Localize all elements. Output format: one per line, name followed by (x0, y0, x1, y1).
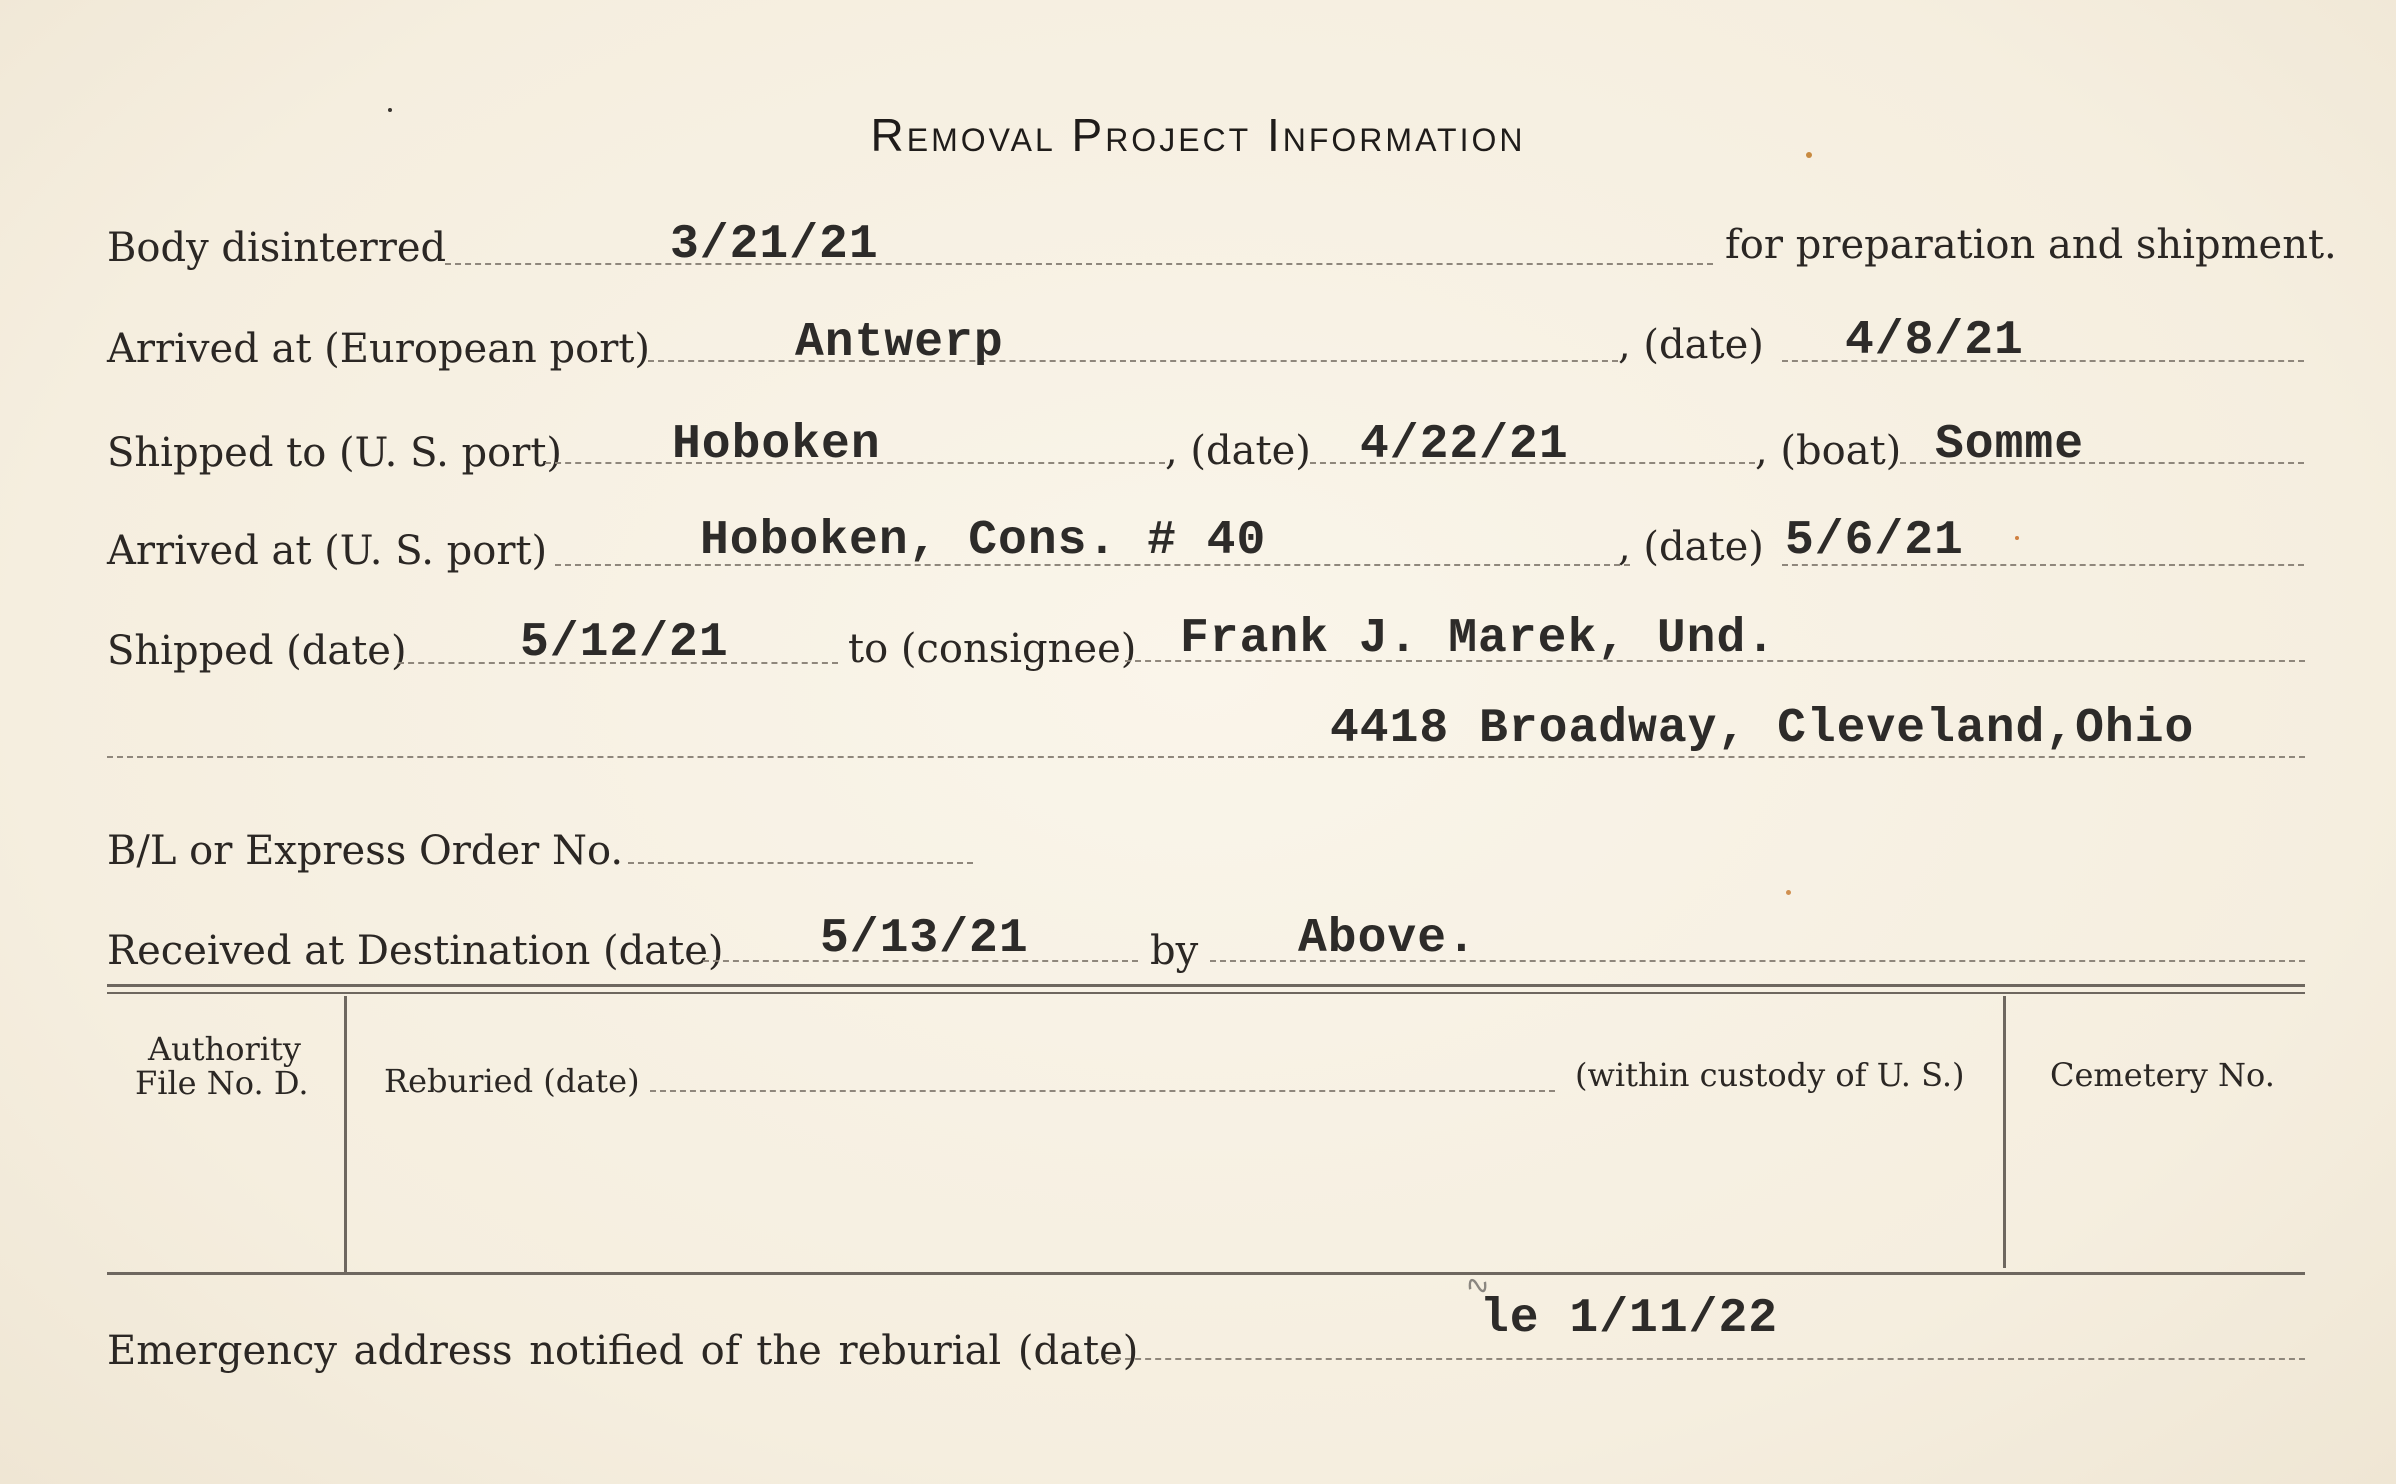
received-by: Above. (1298, 912, 1477, 966)
shipped-us-port: Hoboken (672, 418, 881, 472)
arrived-us-date: 5/6/21 (1785, 514, 1964, 568)
shipped-date: 5/12/21 (520, 616, 729, 670)
authority-label: Authority (148, 1030, 301, 1068)
arrived-us-label: Arrived at (U. S. port) (107, 528, 548, 574)
box-divider-right (2003, 996, 2006, 1268)
dotted-line (628, 862, 973, 864)
card-title: Removal Project Information (870, 109, 1526, 161)
disinterred-label: Body disinterred (107, 225, 447, 271)
dotted-line (1105, 1358, 2305, 1360)
shipped-us-date-label: , (date) (1165, 428, 1311, 474)
boat-name: Somme (1935, 418, 2085, 472)
box-top-rule (107, 984, 2305, 987)
dotted-line (107, 756, 2305, 758)
arrived-eu-port: Antwerp (795, 316, 1004, 370)
dotted-line (650, 1090, 1555, 1092)
consignee-address: 4418 Broadway, Cleveland,Ohio (1330, 702, 2195, 756)
box-bottom-rule (107, 1272, 2305, 1275)
consignee-name: Frank J. Marek, Und. (1180, 612, 1777, 666)
paper-speck (2015, 536, 2019, 540)
arrived-eu-label: Arrived at (European port) (107, 326, 651, 372)
paper-speck (388, 108, 392, 112)
disinterred-value: 3/21/21 (670, 218, 879, 272)
emergency-label: Emergency address notified of the reburial (date) (107, 1328, 1139, 1374)
arrived-eu-date: 4/8/21 (1845, 314, 2024, 368)
disinterred-suffix: for preparation and shipment. (1725, 222, 2337, 268)
by-label: by (1150, 928, 1199, 974)
file-no-label: File No. D. (135, 1064, 309, 1102)
reburied-label: Reburied (date) (384, 1062, 640, 1100)
shipped-label: Shipped (date) (107, 628, 407, 674)
emergency-value: le 1/11/22 (1480, 1292, 1779, 1346)
boat-label: , (boat) (1755, 428, 1902, 474)
paper-speck (1786, 890, 1791, 895)
received-label: Received at Destination (date) (107, 928, 724, 974)
arrived-us-port: Hoboken, Cons. # 40 (700, 514, 1267, 568)
paper-speck (1806, 152, 1812, 158)
shipped-us-date: 4/22/21 (1360, 418, 1569, 472)
dotted-line (648, 360, 1618, 362)
arrived-us-date-label: , (date) (1618, 524, 1764, 570)
custody-label: (within custody of U. S.) (1575, 1056, 1965, 1094)
bl-label: B/L or Express Order No. (107, 828, 624, 874)
dotted-line (445, 263, 1713, 265)
box-divider-left (344, 996, 347, 1274)
handwritten-initials-mark: ∿ (1460, 1264, 1495, 1307)
shipped-us-label: Shipped to (U. S. port) (107, 430, 562, 476)
consignee-label: to (consignee) (848, 626, 1137, 672)
cemetery-no-label: Cemetery No. (2050, 1056, 2275, 1094)
box-top-rule-2 (107, 992, 2305, 994)
arrived-eu-date-label: , (date) (1618, 322, 1764, 368)
received-date: 5/13/21 (820, 912, 1029, 966)
